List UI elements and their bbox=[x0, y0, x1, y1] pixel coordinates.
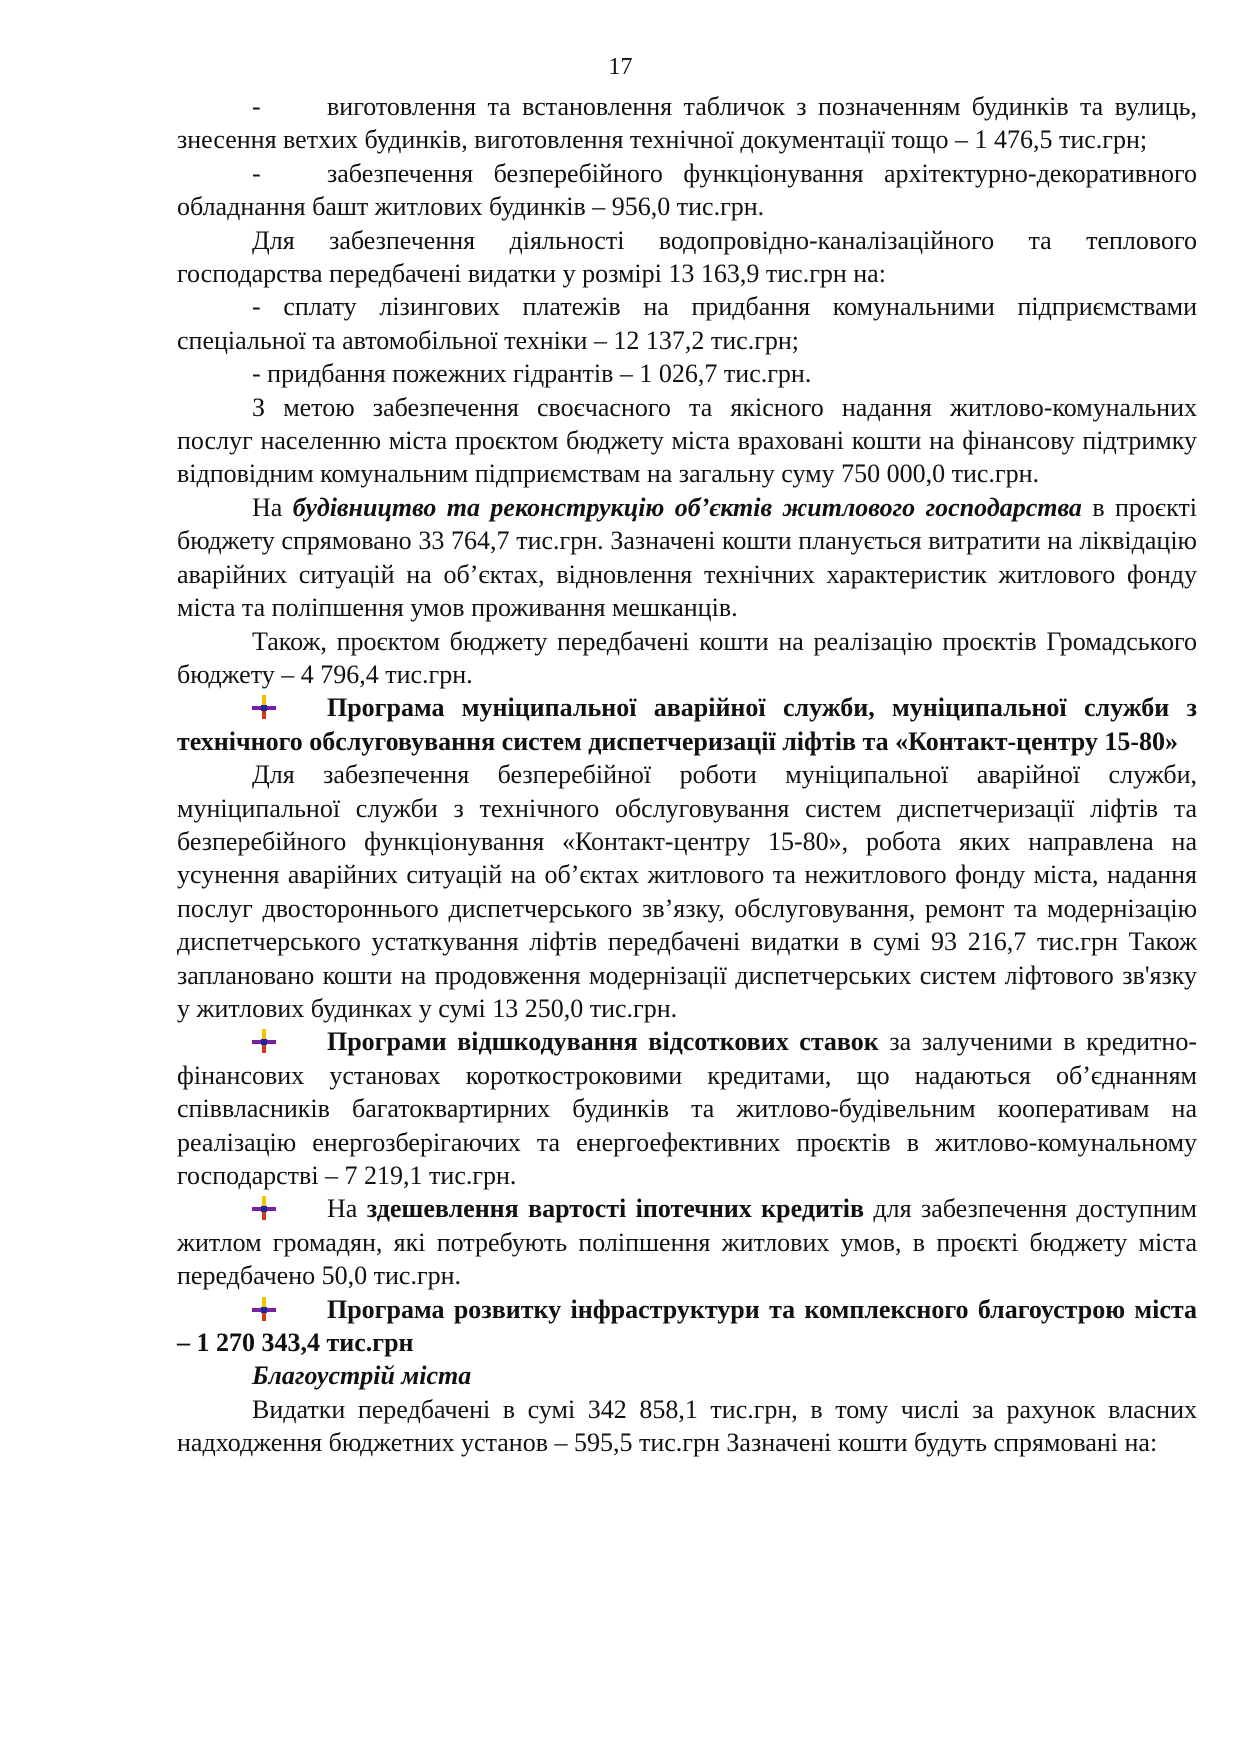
paragraph-text: за залученими в кредитно-фінансових установах короткостроковими кредитами, що надаються об’єднанням співвласників багатоквартирних будинків та житлово-будівельним кооперативам на реалізацію енергозберігаючих та енергоефективних проєктів в житлово-комунальному господарстві – 7 219,1 тис.грн. bbox=[177, 1027, 1197, 1190]
bold-text: Програми відшкодування відсоткових ставок bbox=[327, 1027, 879, 1057]
dash-marker: - bbox=[252, 92, 261, 121]
arrow-cross-bullet-icon bbox=[252, 695, 276, 719]
emphasis-text: будівництво та реконструкцію об’єктів житлового господарства bbox=[292, 492, 1082, 522]
paragraph-emergency-service: Для забезпечення безперебійної роботи муніципальної аварійної служби, муніципальної служби з технічного обслуговування систем диспетчеризації ліфтів та безперебійного функціонування «Контакт-центру 15-80», робота яких направлена на усунення аварійних ситуацій на об’єктах житлового та нежитлового фонду міста, надання послуг двостороннього диспетчерського зв’язку, обслуговування, ремонт та модернізацію диспетчерського устаткування ліфтів передбачені видатки в сумі 93 216,7 тис.грн Також заплановано кошти на продовження модернізації диспетчерських систем ліфтового зв'язку у житлових будинках у сумі 13 250,0 тис.грн. bbox=[177, 760, 1197, 1023]
paragraph-water-heat: Для забезпечення діяльності водопровідно-каналізаційного та теплового господарства передбачені видатки у розмірі 13 163,9 тис.грн на: bbox=[177, 225, 1197, 289]
bold-text: здешевлення вартості іпотечних кредитів bbox=[366, 1194, 864, 1224]
paragraph-leasing: - сплату лізингових платежів на придбання комунальними підприємствами спеціальної та автомобільної техніки – 12 137,2 тис.грн; bbox=[177, 292, 1197, 355]
arrow-cross-bullet-icon bbox=[252, 1297, 276, 1321]
paragraph-text: для забезпечення доступним житлом громадян, які потребують поліпшення житлових умов, в проєкті бюджету міста передбачено 50,0 тис.грн. bbox=[177, 1194, 1198, 1291]
list-item-towers bbox=[177, 157, 1197, 224]
arrow-cross-bullet-icon bbox=[252, 1029, 276, 1053]
paragraph-text: На bbox=[327, 1194, 367, 1224]
paragraph-text: в проєкті бюджету спрямовано 33 764,7 тис.грн. Зазначені кошти планується витратити на ліквідацію аварійних ситуацій на об’єктах, відновлення технічних характеристик житлового фонду міста та поліпшення умов проживання мешканців. bbox=[177, 492, 1197, 623]
bullet-mortgage bbox=[177, 1192, 1197, 1292]
paragraph-improvement-expenses: Видатки передбачені в сумі 342 858,1 тис.грн, в тому числі за рахунок власних надходження бюджетних установ – 595,5 тис.грн Зазначені кошти будуть спрямовані на: bbox=[177, 1394, 1197, 1458]
section-heading-emergency-service bbox=[177, 691, 1197, 758]
paragraph-public-budget: Також, проєктом бюджету передбачені кошти на реалізацію проєктів Громадського бюджету – 4 796,4 тис.грн. bbox=[177, 626, 1197, 689]
list-item-text: забезпечення безперебійного функціонування архітектурно-декоративного обладнання башт житлових будинків – 956,0 тис.грн. bbox=[177, 158, 1197, 222]
dash-marker: - bbox=[252, 158, 261, 188]
paragraph-hydrants: - придбання пожежних гідрантів – 1 026,7 тис.грн. bbox=[252, 359, 812, 389]
paragraph-financial-support: З метою забезпечення своєчасного та якісного надання житлово-комунальних послуг населенню міста проєктом бюджету міста враховані кошти на фінансову підтримку відповідним комунальним підприємствам на загальну суму 750 000,0 тис.грн. bbox=[177, 392, 1197, 489]
heading-text: Програма розвитку інфраструктури та комплексного благоустрою міста – 1 270 343,4 тис.грн bbox=[177, 1294, 1197, 1358]
heading-text: Програма муніципальної аварійної служби, муніципальної служби з технічного обслуговування систем диспетчеризації ліфтів та «Контакт-центру 15-80» bbox=[177, 693, 1197, 756]
paragraph-construction bbox=[177, 491, 1197, 625]
page-number: 17 bbox=[608, 54, 633, 80]
arrow-cross-bullet-icon bbox=[252, 1196, 276, 1220]
section-heading-infrastructure bbox=[177, 1293, 1197, 1360]
list-item-text: виготовлення та встановлення табличок з позначенням будинків та вулиць, знесення ветхих будинків, виготовлення технічної документації тощо – 1 476,5 тис.грн; bbox=[177, 92, 1197, 155]
page-content bbox=[177, 90, 1197, 1460]
subheading-city-improvement: Благоустрій міста bbox=[252, 1361, 472, 1391]
bullet-interest-rates bbox=[177, 1025, 1197, 1192]
paragraph-text: На bbox=[252, 492, 293, 522]
list-item-tablets bbox=[177, 90, 1197, 157]
